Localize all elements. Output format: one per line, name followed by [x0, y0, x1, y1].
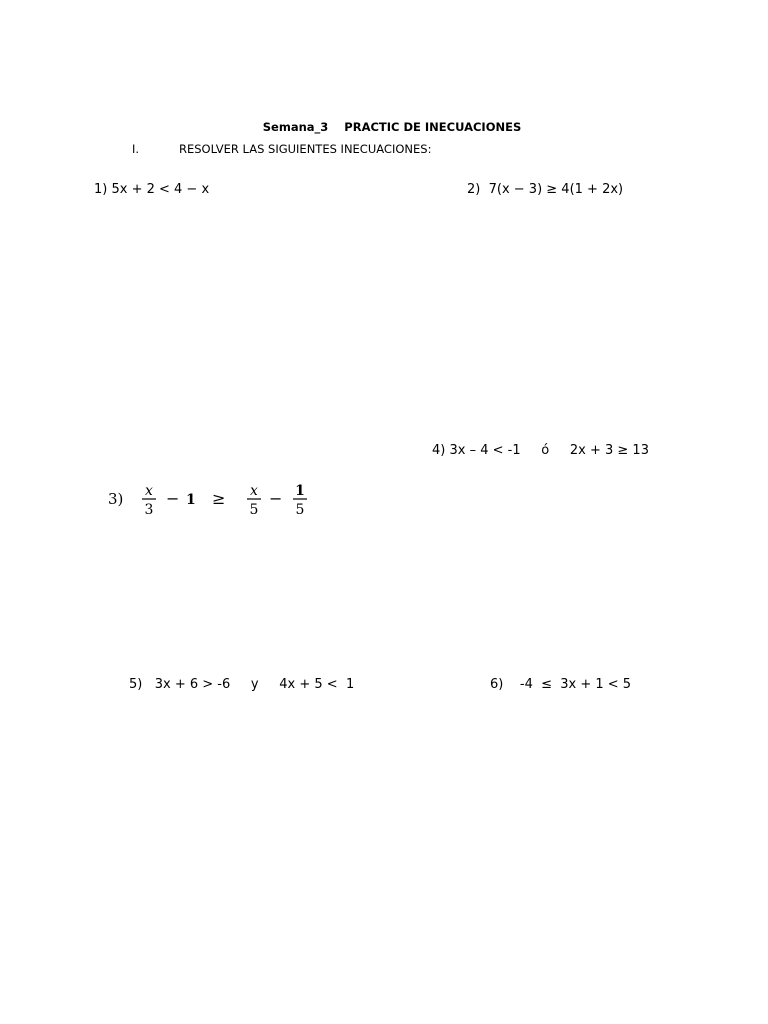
exercise-3-numerator-1: x — [145, 483, 153, 499]
exercise-3-minus-2: − — [269, 489, 283, 508]
exercise-1: 1) 5x + 2 < 4 − x — [94, 182, 210, 197]
exercise-3-denominator-2: 5 — [249, 502, 259, 518]
exercise-3-one: 1 — [186, 492, 196, 508]
exercise-3-label: 3) — [108, 490, 124, 508]
exercise-3-minus-1: − — [166, 489, 180, 508]
exercise-3-geq: ≥ — [212, 489, 226, 508]
exercise-6: 6) -4 ≤ 3x + 1 < 5 — [490, 677, 632, 692]
exercise-3-denominator-1: 3 — [144, 502, 154, 518]
title-topic: PRACTIC DE INECUACIONES — [344, 120, 522, 134]
exercise-5: 5) 3x + 6 > -6 y 4x + 5 < 1 — [129, 677, 355, 692]
exercise-2: 2) 7(x − 3) ≥ 4(1 + 2x) — [467, 182, 624, 197]
section-number: I. — [132, 142, 140, 156]
title-week: Semana_3 — [262, 120, 329, 134]
exercise-3-numerator-2: x — [250, 483, 258, 499]
exercise-3-numerator-3: 1 — [295, 483, 305, 499]
section-instruction: RESOLVER LAS SIGUIENTES INECUACIONES: — [179, 142, 432, 156]
exercise-4: 4) 3x – 4 < -1 ó 2x + 3 ≥ 13 — [432, 443, 649, 458]
exercise-3-denominator-3: 5 — [295, 502, 305, 518]
exercise-3-formula — [108, 478, 318, 522]
exercise-3-image — [108, 440, 318, 518]
